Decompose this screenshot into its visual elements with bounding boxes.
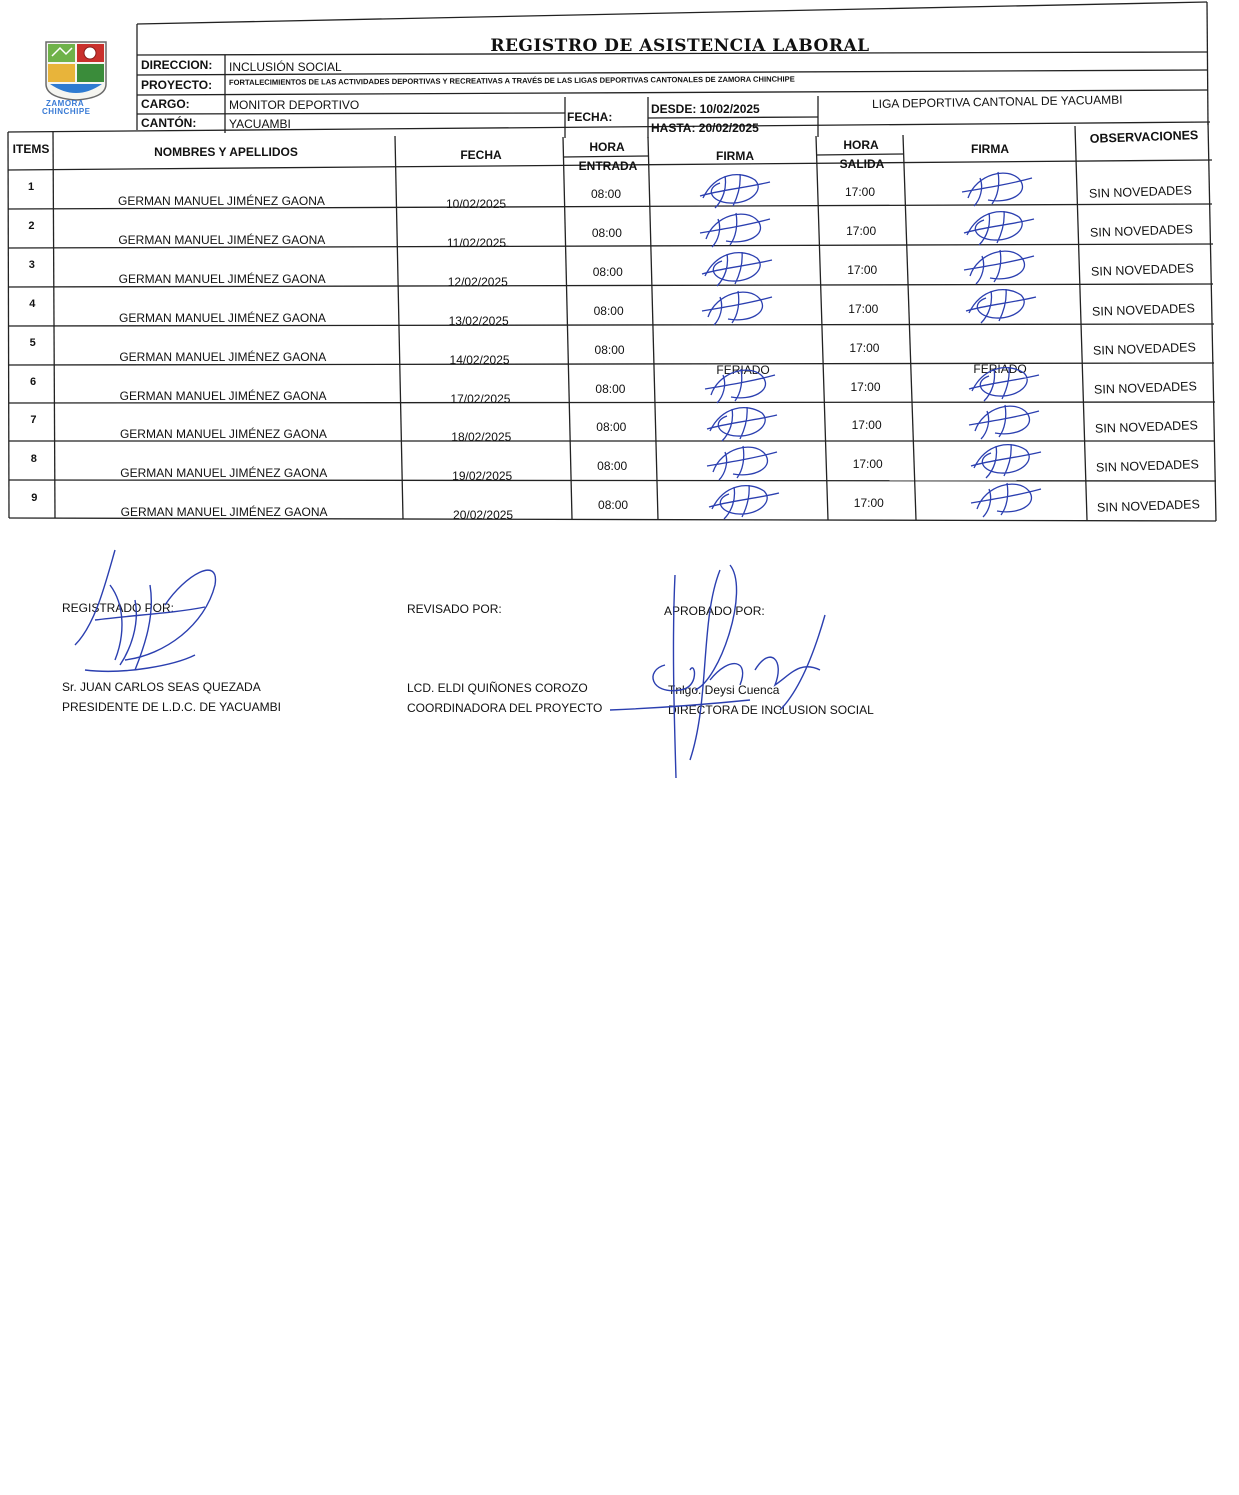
row-entry-hour: 08:00 (594, 342, 625, 357)
row-item-number: 4 (29, 297, 36, 310)
col-entry-signature-header: FIRMA (716, 149, 754, 163)
row-observation: SIN NOVEDADES (1093, 379, 1197, 397)
col-items-header: ITEMS (12, 142, 50, 156)
col-date-header: FECHA (460, 148, 502, 162)
proyecto-value: FORTALECIMIENTOS DE LAS ACTIVIDADES DEPORTIVAS Y RECREATIVAS A TRAVÉS DE LAS LIGAS DEPORTIVAS CANTONALES DE ZAMORA CHINCHIPE (228, 74, 795, 87)
row-entry-hour: 08:00 (597, 459, 628, 474)
row-exit-hour: 17:00 (847, 262, 878, 277)
row-name: GERMAN MANUEL JIMÉNEZ GAONA (118, 232, 326, 247)
logo-text-line-2: CHINCHIPE (42, 107, 91, 116)
row-item-number: 9 (31, 492, 38, 505)
row-exit-hour: 17:00 (845, 185, 876, 199)
liga-name: LIGA DEPORTIVA CANTONAL DE YACUAMBI (871, 92, 1123, 111)
registrado-signature (55, 545, 235, 695)
row-entry-hour: 08:00 (593, 303, 624, 318)
col-exit-signature-header: FIRMA (971, 142, 1009, 156)
row-exit-hour: 17:00 (849, 340, 880, 355)
col-exit-hour-header-2: SALIDA (839, 157, 885, 171)
row-item-number: 6 (30, 375, 37, 388)
row-date: 17/02/2025 (450, 391, 511, 406)
row-observation: SIN NOVEDADES (1089, 222, 1194, 240)
cargo-value: MONITOR DEPORTIVO (229, 98, 360, 112)
row-entry-signature (695, 168, 775, 212)
direccion-label: DIRECCION: (141, 58, 213, 72)
row-name: GERMAN MANUEL JIMÉNEZ GAONA (119, 349, 327, 364)
row-entry-hour: 08:00 (598, 498, 629, 513)
col-names-header: NOMBRES Y APELLIDOS (154, 145, 298, 159)
row-exit-hour: 17:00 (850, 379, 881, 394)
row-entry-signature (702, 401, 782, 445)
row-observation: SIN NOVEDADES (1090, 261, 1194, 280)
row-exit-signature-text: FERIADO (973, 361, 1027, 376)
row-entry-signature (703, 440, 783, 484)
row-exit-signature (961, 283, 1045, 329)
aprobado-label: APROBADO POR: (664, 604, 765, 618)
row-entry-hour: 08:00 (591, 225, 622, 240)
row-entry-signature (701, 363, 781, 407)
row-observation: SIN NOVEDADES (1091, 300, 1195, 319)
row-item-number: 2 (28, 219, 35, 232)
row-entry-signature (704, 479, 784, 523)
col-observations-header: OBSERVACIONES (1089, 128, 1199, 146)
direccion-value: INCLUSIÓN SOCIAL (229, 60, 342, 74)
canton-value: YACUAMBI (229, 117, 291, 131)
revisado-role: COORDINADORA DEL PROYECTO (407, 701, 603, 715)
row-entry-hour: 08:00 (596, 420, 627, 435)
row-date: 12/02/2025 (447, 274, 508, 289)
logo-text-line-1: ZAMORA (46, 99, 85, 108)
revisado-label: REVISADO POR: (407, 602, 502, 616)
row-entry-signature (697, 246, 777, 290)
aprobado-name: Tnlgo. Deysi Cuenca (668, 683, 780, 697)
row-entry-signature (698, 285, 778, 329)
row-item-number: 5 (29, 336, 36, 349)
col-exit-hour-header-1: HORA (843, 138, 879, 152)
col-entry-hour-header-1: HORA (589, 140, 625, 154)
row-name: GERMAN MANUEL JIMÉNEZ GAONA (118, 310, 326, 325)
row-exit-signature (967, 477, 1051, 523)
row-name: GERMAN MANUEL JIMÉNEZ GAONA (120, 466, 328, 481)
row-entry-hour: 08:00 (592, 264, 623, 279)
row-date: 11/02/2025 (446, 235, 507, 250)
row-date: 18/02/2025 (451, 430, 512, 445)
row-exit-hour: 17:00 (851, 418, 882, 433)
row-observation: SIN NOVEDADES (1096, 496, 1200, 515)
row-date: 19/02/2025 (452, 469, 513, 484)
row-observation: SIN NOVEDADES (1092, 340, 1196, 358)
revisado-name: LCD. ELDI QUIÑONES COROZO (407, 681, 588, 695)
row-entry-hour: 08:00 (591, 187, 622, 201)
col-entry-hour-header-2: ENTRADA (578, 159, 638, 173)
row-observation: SIN NOVEDADES (1095, 457, 1199, 476)
row-item-number: 8 (30, 453, 37, 466)
row-date: 13/02/2025 (448, 313, 509, 328)
page-title: REGISTRO DE ASISTENCIA LABORAL (490, 36, 870, 56)
row-entry-signature-text: FERIADO (716, 362, 770, 377)
row-item-number: 3 (28, 258, 35, 271)
fecha-hasta: HASTA: 20/02/2025 (651, 121, 759, 135)
row-exit-hour: 17:00 (852, 457, 883, 472)
row-exit-hour: 17:00 (853, 496, 884, 511)
row-name: GERMAN MANUEL JIMÉNEZ GAONA (118, 271, 326, 286)
row-name: GERMAN MANUEL JIMÉNEZ GAONA (118, 194, 325, 208)
row-item-number: 1 (28, 181, 35, 193)
fecha-desde: DESDE: 10/02/2025 (651, 102, 760, 116)
row-name: GERMAN MANUEL JIMÉNEZ GAONA (120, 505, 328, 520)
registrado-name: Sr. JUAN CARLOS SEAS QUEZADA (62, 680, 261, 694)
registrado-label: REGISTRADO POR: (62, 601, 175, 615)
row-exit-hour: 17:00 (848, 301, 879, 316)
row-observation: SIN NOVEDADES (1088, 183, 1193, 201)
aprobado-role: DIRECTORA DE INCLUSION SOCIAL (668, 703, 874, 717)
canton-label: CANTÓN: (141, 116, 197, 130)
row-observation: SIN NOVEDADES (1094, 418, 1198, 436)
row-date: 10/02/2025 (446, 197, 507, 211)
fecha-label: FECHA: (567, 110, 613, 124)
proyecto-label: PROYECTO: (141, 78, 213, 92)
registrado-role: PRESIDENTE DE L.D.C. DE YACUAMBI (62, 700, 281, 714)
row-date: 14/02/2025 (449, 352, 510, 367)
row-date: 20/02/2025 (453, 508, 514, 523)
row-item-number: 7 (30, 414, 37, 427)
row-name: GERMAN MANUEL JIMÉNEZ GAONA (119, 388, 327, 403)
cargo-label: CARGO: (141, 97, 190, 111)
row-entry-hour: 08:00 (595, 381, 626, 396)
row-name: GERMAN MANUEL JIMÉNEZ GAONA (119, 427, 327, 442)
row-entry-signature (696, 207, 776, 251)
row-exit-hour: 17:00 (846, 223, 877, 238)
aprobado-signature (600, 560, 850, 780)
